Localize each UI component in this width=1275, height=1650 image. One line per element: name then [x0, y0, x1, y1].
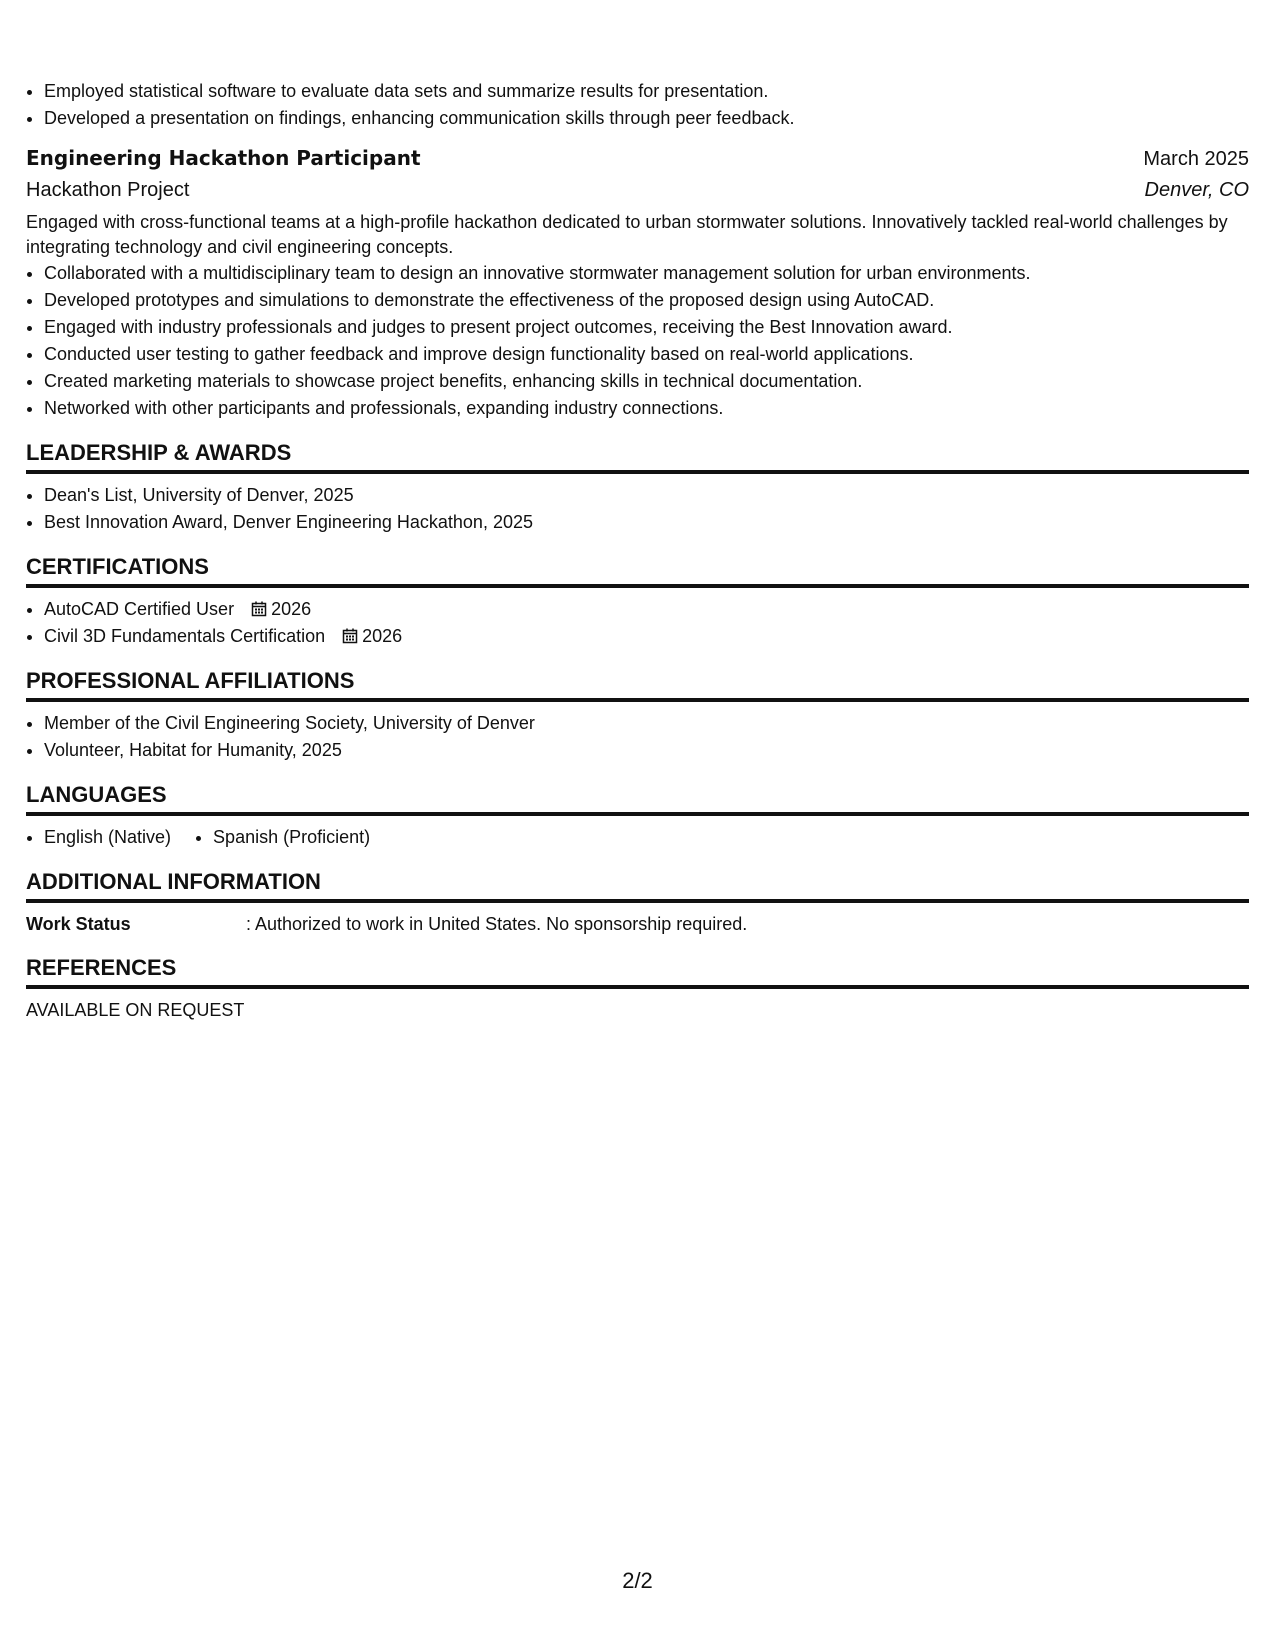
certifications-section [26, 554, 1249, 650]
section-title: LEADERSHIP & AWARDS [26, 440, 1249, 474]
references-text: AVAILABLE ON REQUEST [26, 1000, 245, 1020]
calendar-icon [251, 601, 267, 617]
list-item: • Dean's List, University of Denver, 2025 [44, 482, 1249, 509]
calendar-icon [342, 628, 358, 644]
list-item: • Developed a presentation on findings, enhancing communication skills through peer feedback. [44, 105, 1249, 132]
list-item: • Spanish (Proficient) [213, 824, 370, 851]
section-title: ADDITIONAL INFORMATION [26, 869, 1249, 903]
hackathon-entry [26, 146, 1249, 422]
list-item: • Volunteer, Habitat for Humanity, 2025 [44, 737, 1249, 764]
resume-page [26, 78, 1249, 1023]
list-item [44, 596, 1249, 623]
certification-name: AutoCAD Certified User [44, 599, 235, 619]
entry-title: Engineering Hackathon Participant [26, 146, 421, 170]
list-item: • Collaborated with a multidisciplinary team to design an innovative stormwater management solution for urban environments. [44, 260, 1249, 287]
certification-year: 2026 [362, 626, 403, 646]
list-item: • English (Native) [44, 824, 171, 851]
leadership-section [26, 440, 1249, 536]
certification-name: Civil 3D Fundamentals Certification [44, 626, 326, 646]
list-item: • Created marketing materials to showcase project benefits, enhancing skills in technical documentation. [44, 368, 1249, 395]
entry-organization: Hackathon Project [26, 179, 190, 201]
additional-info-section [26, 869, 1249, 937]
certification-year: 2026 [271, 599, 312, 619]
affiliations-section [26, 668, 1249, 764]
entry-bullets [26, 260, 1249, 422]
section-title: REFERENCES [26, 955, 1249, 989]
references-section [26, 955, 1249, 1023]
list-item: • Member of the Civil Engineering Society, University of Denver [44, 710, 1249, 737]
list-item [44, 623, 1249, 650]
entry-description: Engaged with cross-functional teams at a high-profile hackathon dedicated to urban stormwater solutions. Innovatively tackled real-world challenges by integrating technology and civil engineering concepts. [26, 212, 1228, 257]
list-item: • Networked with other participants and professionals, expanding industry connections. [44, 395, 1249, 422]
page-number: 2/2 [622, 1568, 653, 1593]
entry-date: March 2025 [1143, 148, 1249, 170]
section-title: PROFESSIONAL AFFILIATIONS [26, 668, 1249, 702]
section-title: CERTIFICATIONS [26, 554, 1249, 588]
work-status-row [26, 911, 1249, 937]
list-item: • Conducted user testing to gather feedback and improve design functionality based on real-world applications. [44, 341, 1249, 368]
entry-location: Denver, CO [1144, 179, 1249, 201]
work-status-value: : Authorized to work in United States. No sponsorship required. [246, 914, 748, 934]
list-item: • Best Innovation Award, Denver Engineering Hackathon, 2025 [44, 509, 1249, 536]
languages-section [26, 782, 1249, 851]
prior-experience-bullets [26, 78, 1249, 132]
list-item: • Developed prototypes and simulations to demonstrate the effectiveness of the proposed design using AutoCAD. [44, 287, 1249, 314]
work-status-label: Work Status [26, 914, 131, 934]
list-item: • Engaged with industry professionals and judges to present project outcomes, receiving the Best Innovation award. [44, 314, 1249, 341]
list-item: • Employed statistical software to evaluate data sets and summarize results for presentation. [44, 78, 1249, 105]
section-title: LANGUAGES [26, 782, 1249, 816]
